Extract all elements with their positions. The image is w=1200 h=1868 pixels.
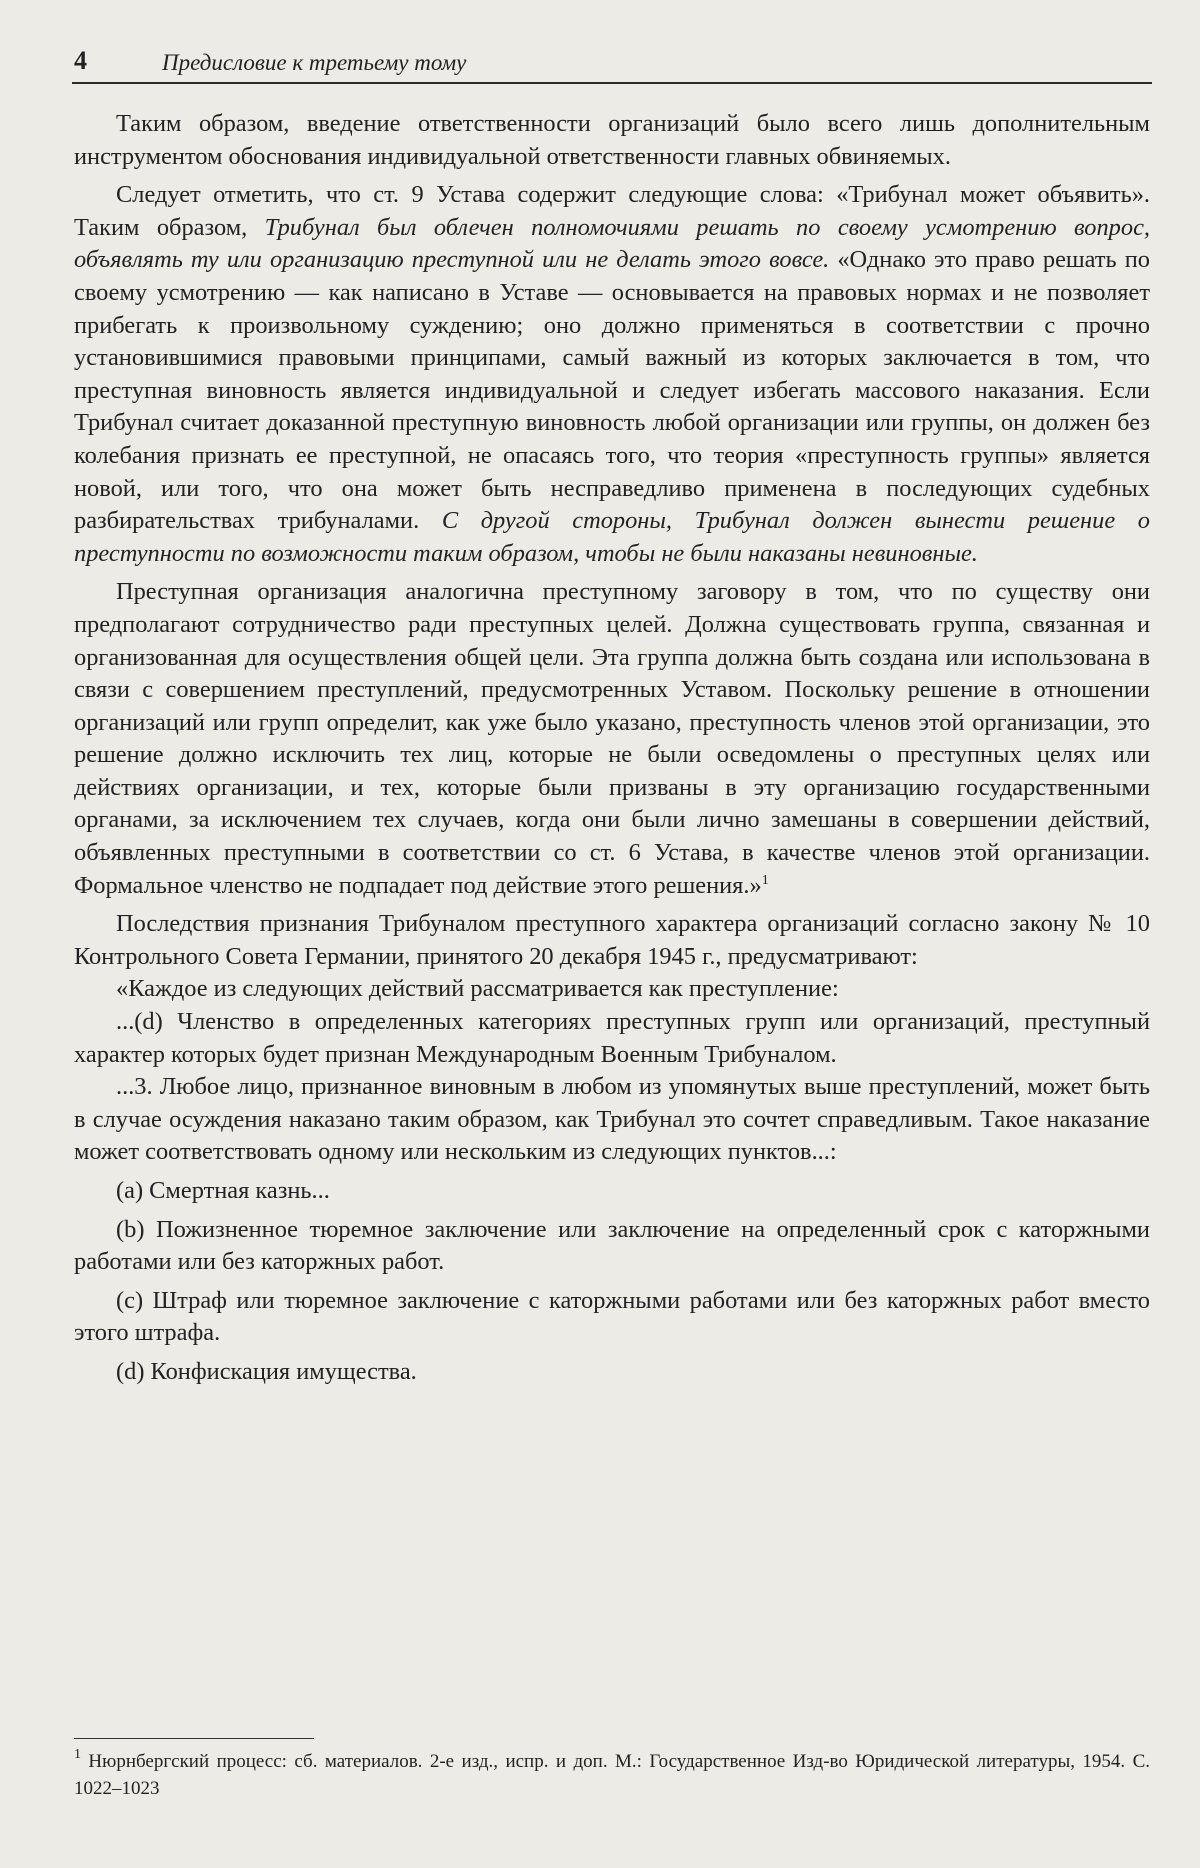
paragraph xyxy=(74,908,1150,973)
footnote-divider xyxy=(74,1738,314,1739)
footnote-reference: 1 xyxy=(761,872,769,888)
text-run: «Однако это право решать по своему усмотрению — как написано в Уставе — основывается на правовых нормах и не позволяет прибегать к произвольному суждению; оно должно применяться в соответствии с прочно установившимися правовыми принципами, самый важный из которых заключается в том, что преступная виновность является индивидуальной и следует избегать массового наказания. Если Трибунал считает доказанной преступную виновность любой организации или группы, он должен без колебания признать ее преступной, не опасаясь того, что теория «преступность группы» является новой, или того, что она может быть несправедливо применена в последующих судебных разбирательствах трибуналами. xyxy=(74,246,1150,535)
text-run: (b) Пожизненное тюремное заключение или заключение на определенный срок с каторжными работами или без каторжных работ. xyxy=(74,1215,1150,1276)
paragraph xyxy=(74,179,1150,570)
page-number: 4 xyxy=(74,46,87,75)
paragraph xyxy=(74,1285,1150,1350)
text-run: Последствия признания Трибуналом преступного характера организаций согласно закону № 10 Контрольного Совета Германии, принятого 20 декабря 1945 г., предусматривают: xyxy=(74,910,1150,970)
text-run: Следует отметить, что ст. 9 Устава содержит следующие слова: «Трибунал может объявить». Таким образом, xyxy=(74,181,1150,241)
text-run: Преступная организация аналогична преступному заговору в том, что по существу они предполагают сотрудничество ради преступных целей. Должна существовать группа, связанная и организованная для осуществления общей цели. Эта группа должна быть создана или использована в связи с совершением преступлений, предусмотренных Уставом. Поскольку решение в отношении организаций или групп определит, как уже было указано, преступность членов этой организации, это решение должно исключить тех лиц, которые не были осведомлены о преступных целях или действиях организации, и тех, которые были призваны в эту организацию государственными органами, за исключением тех случаев, когда они были лично замешаны в совершении действий, объявленных преступными в соответствии со ст. 6 Устава, в качестве членов этой организации. Формальное членство не подпадает под действие этого решения.» xyxy=(74,578,1150,899)
text-run: ...(d) Членство в определенных категориях преступных групп или организаций, преступный характер которых будет признан Международным Военным Трибуналом. xyxy=(74,1008,1150,1068)
body-text xyxy=(74,108,1150,1389)
paragraph xyxy=(74,108,1150,173)
paragraph xyxy=(74,1071,1150,1169)
page-header xyxy=(72,42,1152,84)
text-run: ...3. Любое лицо, признанное виновным в любом из упомянутых выше преступлений, может быть в случае осуждения наказано таким образом, как Трибунал это сочтет справедливым. Такое наказание может соответствовать одному или нескольким из следующих пунктов...: xyxy=(74,1073,1150,1166)
paragraph xyxy=(74,1214,1150,1279)
text-run: (a) Смертная казнь... xyxy=(116,1177,330,1204)
paragraph xyxy=(74,1006,1150,1071)
paragraph xyxy=(74,1356,1150,1389)
paragraph xyxy=(74,1175,1150,1208)
paragraph xyxy=(74,576,1150,902)
footnote-marker: 1 xyxy=(74,1747,81,1762)
text-run: (d) Конфискация имущества. xyxy=(116,1357,417,1385)
running-title: Предисловие к третьему тому xyxy=(162,50,467,75)
emphasized-text: Трибунал был облечен полномочиями решать по своему усмотрению вопрос, объявлять ту или организацию преступной или не делать этого вовсе. xyxy=(74,213,1150,274)
footnote xyxy=(74,1748,1150,1802)
footnote-text: Нюрнбергский процесс: сб. материалов. 2-е изд., испр. и доп. М.: Государственное Изд-во Юридической литературы, 1954. С. 1022–1023 xyxy=(74,1751,1150,1799)
paragraph xyxy=(74,973,1150,1006)
text-run: «Каждое из следующих действий рассматривается как преступление: xyxy=(116,975,839,1003)
text-run: Таким образом, введение ответственности организаций было всего лишь дополнительным инструментом обоснования индивидуальной ответственности главных обвиняемых. xyxy=(74,110,1150,170)
text-run: (c) Штраф или тюремное заключение с каторжными работами или без каторжных работ вместо этого штрафа. xyxy=(74,1286,1150,1347)
emphasized-text: С другой стороны, Трибунал должен вынести решение о преступности по возможности таким образом, чтобы не были наказаны невиновные. xyxy=(74,507,1150,567)
